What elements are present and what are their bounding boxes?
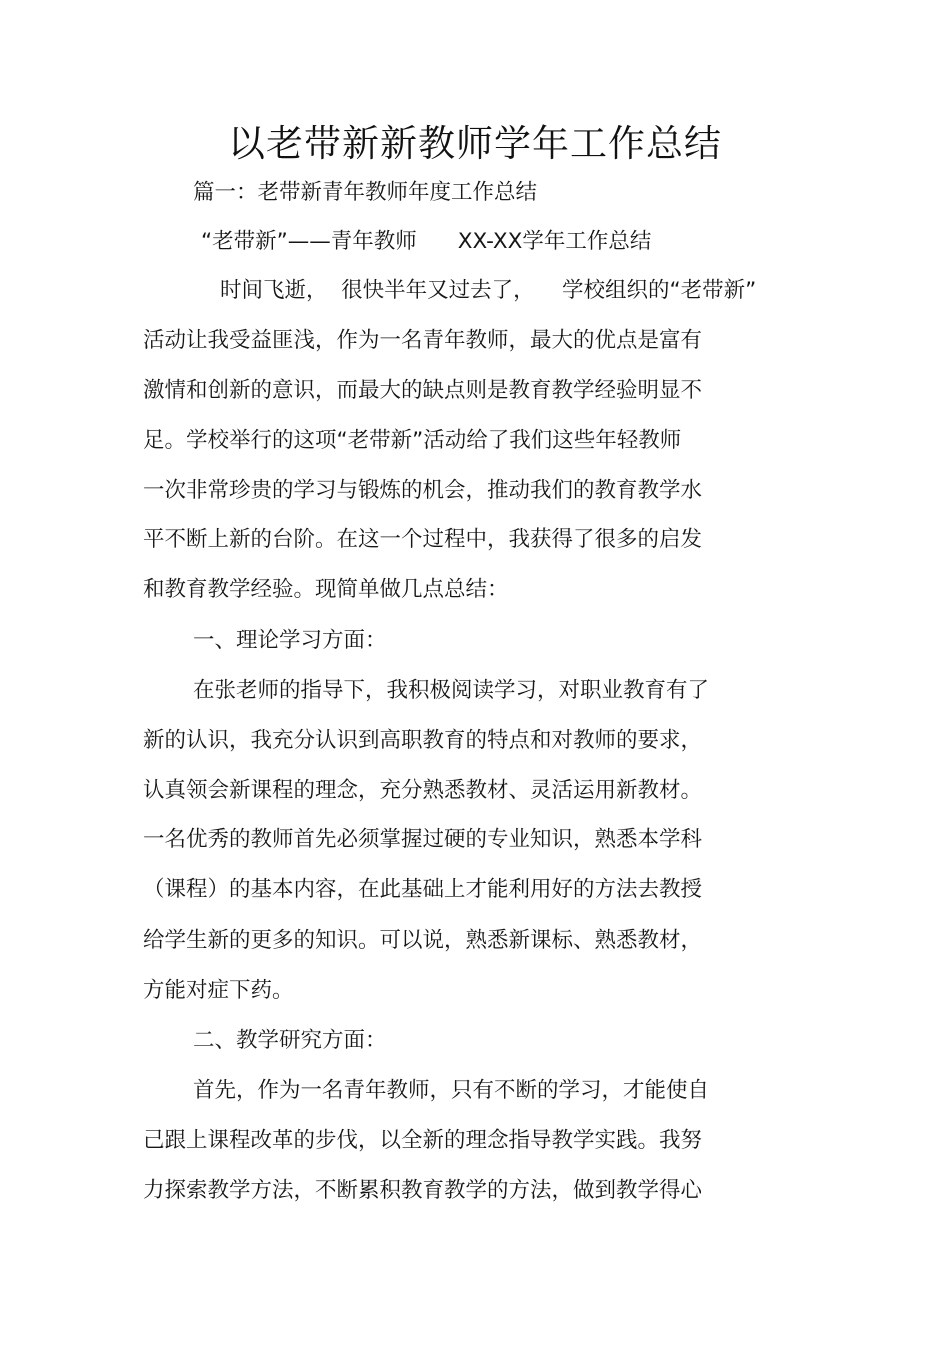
- section-heading: 一、理论学习方面：: [193, 628, 387, 653]
- paragraph-line: 力探索教学方法，不断累积教育教学的方法，做到教学得心: [143, 1178, 703, 1203]
- paragraph-line: 一次非常珍贵的学习与锻炼的机会，推动我们的教育教学水: [143, 478, 703, 503]
- paragraph-line: 方能对症下药。: [143, 978, 294, 1003]
- document-title: 以老带新新教师学年工作总结: [228, 122, 722, 165]
- paragraph-line: 和教育教学经验。现简单做几点总结：: [143, 577, 509, 602]
- paragraph-line: 新的认识，我充分认识到高职教育的特点和对教师的要求，: [143, 728, 703, 753]
- paragraph-line: 活动让我受益匪浅，作为一名青年教师，最大的优点是富有: [143, 328, 703, 353]
- paragraph-line: 一名优秀的教师首先必须掌握过硬的专业知识，熟悉本学科: [143, 827, 703, 852]
- paragraph-line: 在张老师的指导下，我积极阅读学习，对职业教育有了: [193, 678, 710, 703]
- paragraph-line: 时间飞逝， 很快半年又过去了， 学校组织的“老带新”: [220, 278, 757, 303]
- paragraph-line: 认真领会新课程的理念，充分熟悉教材、灵活运用新教材。: [143, 778, 703, 803]
- paragraph-line: 激情和创新的意识，而最大的缺点则是教育教学经验明显不: [143, 378, 703, 403]
- paragraph-line: 己跟上课程改革的步伐，以全新的理念指导教学实践。我努: [143, 1128, 703, 1153]
- paragraph-line: 足。学校举行的这项“老带新”活动给了我们这些年轻教师: [143, 428, 682, 453]
- paragraph-line: （课程）的基本内容，在此基础上才能利用好的方法去教授: [143, 877, 703, 902]
- paragraph-line: 给学生新的更多的知识。可以说，熟悉新课标、熟悉教材，: [143, 928, 703, 953]
- section-heading: 二、教学研究方面：: [193, 1028, 387, 1053]
- document-subtitle: 篇一：老带新青年教师年度工作总结: [193, 180, 538, 205]
- paragraph-line: 首先，作为一名青年教师，只有不断的学习，才能使自: [193, 1078, 710, 1103]
- document-subheading: “老带新”——青年教师 XX-XX学年工作总结: [201, 229, 652, 254]
- paragraph-line: 平不断上新的台阶。在这一个过程中，我获得了很多的启发: [143, 527, 703, 552]
